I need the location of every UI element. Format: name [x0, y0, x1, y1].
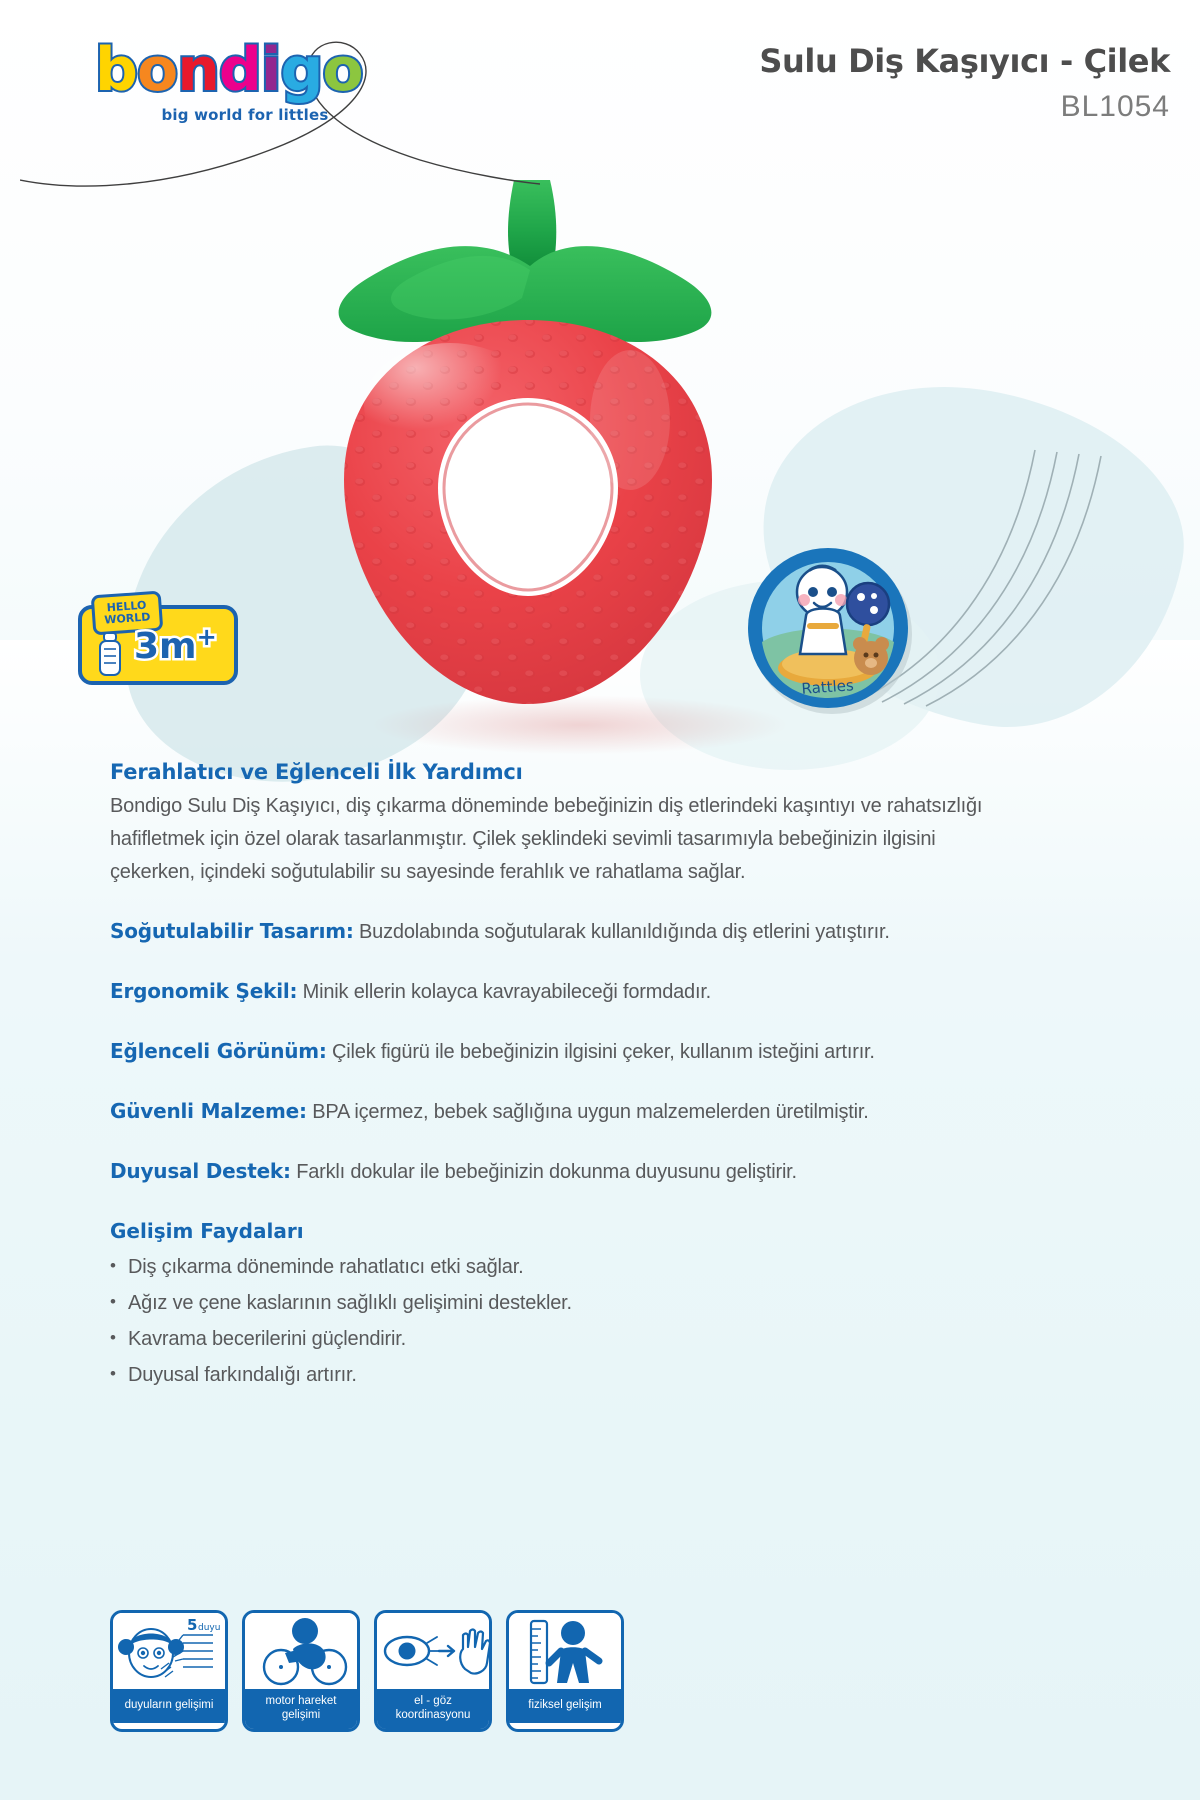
hero-section [0, 150, 1200, 770]
benefits-heading: Gelişim Faydaları [110, 1219, 304, 1243]
brand-logo [95, 35, 363, 140]
content-section [110, 760, 990, 1393]
feature-label: Soğutulabilir Tasarım: [110, 919, 354, 943]
list-item: • Kavrama becerilerini güçlendirir. [110, 1321, 990, 1357]
badge-physical [506, 1610, 624, 1732]
logo-letter: o [322, 35, 363, 105]
section-heading: Ferahlatıcı ve Eğlenceli İlk Yardımcı [110, 760, 523, 784]
feature-text: Farklı dokular ile bebeğinizin dokunma duyusunu geliştirir. [290, 1161, 797, 1183]
feature-label: Ergonomik Şekil: [110, 979, 298, 1003]
feature-text: Buzdolabında soğutularak kullanıldığında diş etlerini yatıştırır. [353, 921, 890, 943]
logo-letter: o [136, 35, 178, 105]
list-item: • Duyusal farkındalığı artırır. [110, 1357, 990, 1393]
senses-count: 5 [187, 1616, 198, 1634]
badge-caption: el - göz koordinasyonu [377, 1689, 489, 1729]
feature-row [110, 915, 990, 949]
badge-senses [110, 1610, 228, 1732]
product-code: BL1054 [1060, 90, 1170, 123]
feature-text: Çilek figürü ile bebeğinizin ilgisini çeker, kullanım isteğini artırır. [326, 1041, 875, 1063]
rattles-label: Rattles [800, 676, 855, 698]
brand-tagline: big world for littles [161, 106, 329, 124]
feature-row [110, 1035, 990, 1069]
feature-label: Güvenli Malzeme: [110, 1099, 307, 1123]
badge-art [377, 1613, 489, 1689]
feature-row [110, 1095, 990, 1129]
logo-letter: d [218, 35, 261, 105]
senses-child-icon [113, 1613, 228, 1689]
list-item: • Diş çıkarma döneminde rahatlatıcı etki sağlar. [110, 1249, 990, 1285]
badge-art [113, 1613, 225, 1689]
feature-text: Minik ellerin kolayca kavrayabileceği formdadır. [297, 981, 712, 1003]
badge-caption: fiziksel gelişim [509, 1689, 621, 1723]
age-text [134, 623, 217, 667]
development-badges [110, 1610, 624, 1732]
badge-art [245, 1613, 357, 1689]
feature-label: Duyusal Destek: [110, 1159, 291, 1183]
badge-eye-hand [374, 1610, 492, 1732]
page-title: Sulu Diş Kaşıyıcı - Çilek [759, 42, 1170, 80]
logo-letter: i [260, 35, 281, 105]
feature-text: BPA içermez, bebek sağlığına uygun malzemelerden üretilmiştir. [306, 1101, 869, 1123]
list-item: • Ağız ve çene kaslarının sağlıklı gelişimini destekler. [110, 1285, 990, 1321]
bicycle-rider-icon [245, 1613, 360, 1689]
badge-motor [242, 1610, 360, 1732]
intro-paragraph: Bondigo Sulu Diş Kaşıyıcı, diş çıkarma döneminde bebeğinizin diş etlerindeki kaşıntıyı ve rahatsızlığı hafifletmek için özel olarak tasarlanmıştır. Çilek şeklindeki sevimli tasarımıyla bebeğinizin ilgisini çekerken, içindeki soğutulabilir su sayesinde ferahlık ve rahatlama sağlar. [110, 795, 983, 883]
logo-wordmark [95, 35, 363, 105]
badge-caption: motor hareket gelişimi [245, 1689, 357, 1729]
logo-letter: n [177, 35, 219, 105]
badge-art [509, 1613, 621, 1689]
ruler-child-icon [509, 1613, 624, 1689]
rattles-category-badge [740, 540, 920, 720]
badge-caption: duyuların gelişimi [113, 1689, 225, 1723]
feature-label: Eğlenceli Görünüm: [110, 1039, 327, 1063]
age-plus: + [196, 623, 217, 651]
senses-word: duyu [198, 1623, 221, 1633]
page-header [0, 0, 1200, 200]
eye-hand-icon [377, 1613, 492, 1689]
strawberry-teether-image [300, 170, 760, 730]
age-badge [78, 598, 238, 685]
feature-row [110, 1155, 990, 1189]
feature-row [110, 975, 990, 1009]
baby-bottle-icon [92, 631, 132, 679]
age-value: 3m [134, 626, 197, 667]
world-text: WORLD [103, 610, 151, 627]
logo-letter: g [280, 35, 323, 105]
hello-text: HELLO [106, 598, 147, 615]
logo-letter: b [95, 35, 137, 105]
benefits-list [110, 1249, 990, 1393]
title-block [759, 42, 1170, 124]
